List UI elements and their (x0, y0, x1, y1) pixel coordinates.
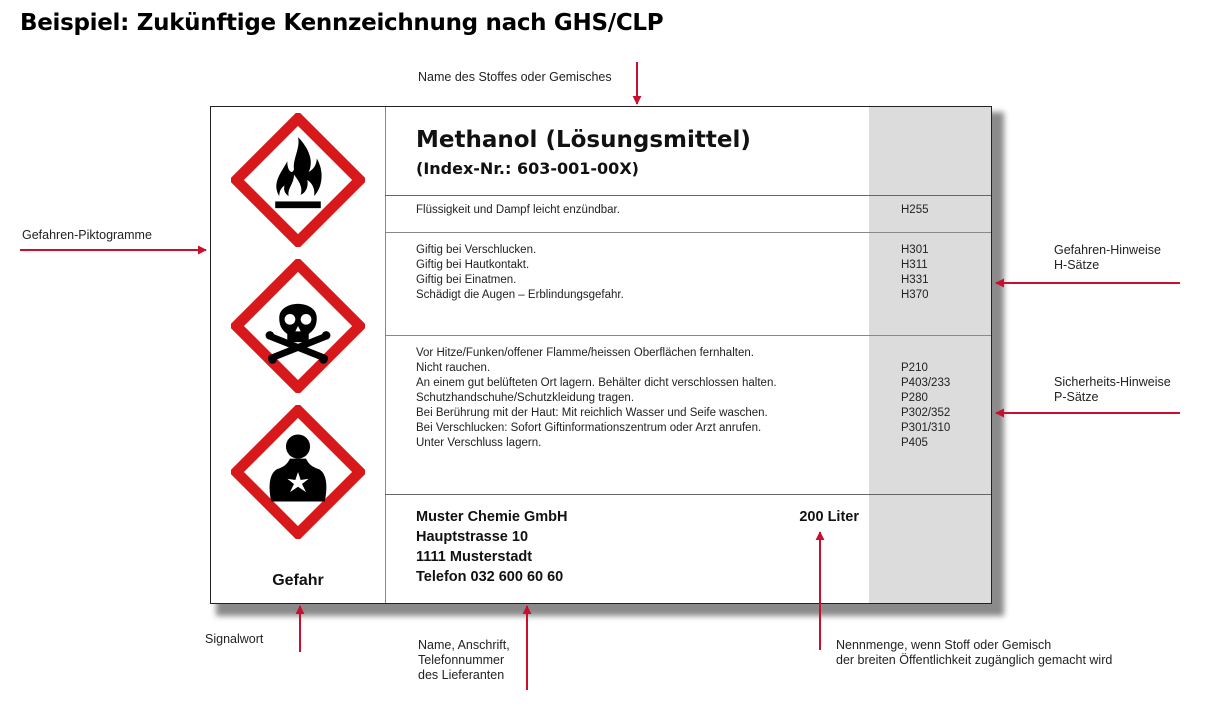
product-name: Methanol (Lösungsmittel) (416, 127, 751, 153)
list-item: Giftig bei Hautkontakt. (416, 259, 530, 271)
annotation-supplier: Name, Anschrift, Telefonnummer des Lieferanten (418, 638, 510, 682)
list-item: Bei Berührung mit der Haut: Mit reichlich Wasser und Seife waschen. (416, 407, 768, 419)
precautionary-codes: P210 P403/233 P280 P302/352 P301/310 P405 (901, 362, 951, 449)
physical-hazard-text: Flüssigkeit und Dampf leicht enzündbar. (416, 204, 620, 216)
list-item: Schädigt die Augen – Erblindungsgefahr. (416, 289, 624, 301)
supplier-company: Muster Chemie GmbH (416, 509, 568, 525)
index-number: (Index-Nr.: 603-001-00X) (416, 159, 639, 178)
page-title: Beispiel: Zukünftige Kennzeichnung nach GHS/CLP (20, 10, 664, 36)
list-item: Bei Verschlucken: Sofort Giftinformationszentrum oder Arzt anrufen. (416, 422, 762, 434)
list-item: Unter Verschluss lagern. (416, 437, 542, 449)
signal-word: Gefahr (272, 572, 324, 589)
supplier-phone: Telefon 032 600 60 60 (416, 569, 564, 585)
annotation-hazard-statements: Gefahren-Hinweise H-Sätze (1054, 243, 1161, 272)
health-hazard-codes: H301 H311 H331 H370 (901, 244, 929, 301)
annotation-name: Name des Stoffes oder Gemisches (418, 70, 612, 84)
annotation-quantity: Nennmenge, wenn Stoff oder Gemisch der breiten Öffentlichkeit zugänglich gemacht wird (836, 638, 1113, 667)
list-item: Giftig bei Verschlucken. (416, 244, 537, 256)
nominal-quantity: 200 Liter (799, 509, 859, 525)
list-item: Giftig bei Einatmen. (416, 274, 517, 286)
annotation-precautionary-statements: Sicherheits-Hinweise P-Sätze (1054, 375, 1171, 404)
list-item: Nicht rauchen. (416, 362, 491, 374)
annotation-signal-word: Signalwort (205, 632, 264, 646)
list-item: Vor Hitze/Funken/offener Flamme/heissen Oberflächen fernhalten. (416, 347, 754, 359)
list-item: Schutzhandschuhe/Schutzkleidung tragen. (416, 392, 635, 404)
list-item: An einem gut belüfteten Ort lagern. Behälter dicht verschlossen halten. (416, 377, 777, 389)
physical-hazard-code: H255 (901, 204, 929, 216)
annotation-pictograms: Gefahren-Piktogramme (22, 228, 152, 242)
supplier-city: 1111 Musterstadt (416, 549, 533, 565)
supplier-street: Hauptstrasse 10 (416, 529, 529, 545)
